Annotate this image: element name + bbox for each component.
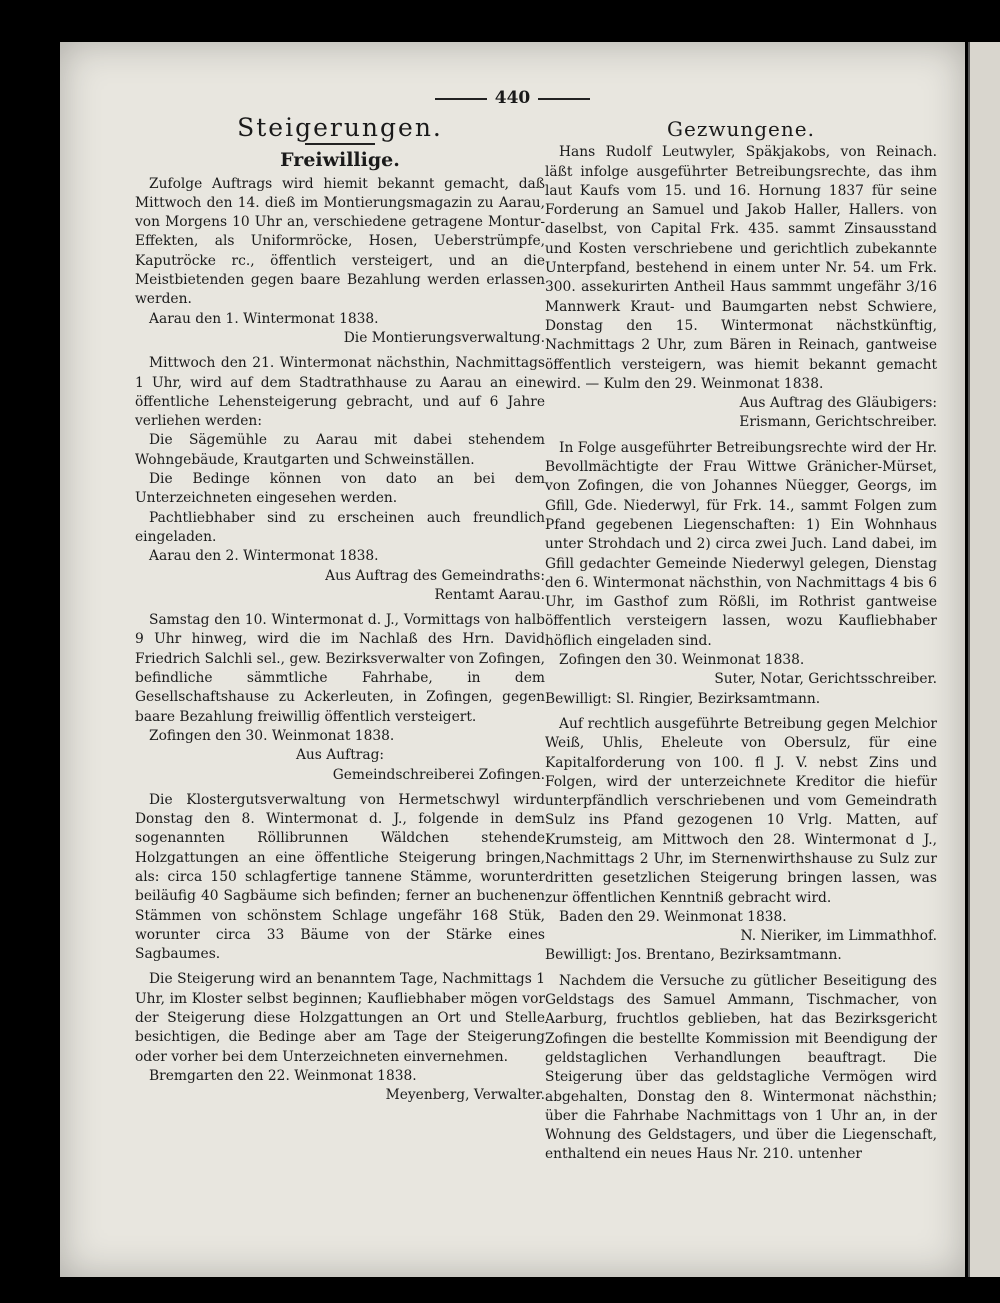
section-heading: Steigerungen. (237, 113, 443, 142)
notice-paragraph: Die Bedinge können von dato an bei dem Unterzeichneten eingesehen werden. (135, 471, 545, 507)
section-heading: Gezwungene. (667, 117, 815, 141)
notice-paragraph: In Folge ausgeführter Betreibungsrechte wird der Hr. Bevollmächtigte der Frau Wittwe Gränicher-Mürset, von Zofingen, die von Johannes Nüegger, Georgs, im Gfill, Gde. Niederwyl, für Frk. 14., sammt Folgen zum Pfand gegebenen Liegenschaften: 1) Ein Wohnhaus unter Strohdach und 2) circa zwei Juch. Land dabei, im Gfill gedachter Gemeinde Niederwyl gelegen, Dienstag den 6. Wintermonat nächsthin, von Nachmittags 4 bis 6 Uhr, im Gasthof zum Rößli, im Rothrist gantweise öffentlich versteigern lassen, wozu Kaufliebhaber höflich eingeladen sind. (545, 439, 937, 649)
notice-paragraph: Die Klostergutsverwaltung von Hermetschwyl wird Donstag den 8. Wintermonat d. J., folgende in dem sogenannten Röllibrunnen Wäldchen stehende Holzgattungen an eine öffentliche Steigerung bringen, als: circa 150 schlagfertige tannene Stämme, worunter beiläufig 40 Sagbäume sich befinden; ferner an buchenen Stämmen von schönstem Schlage ungefähr 168 Stük, worunter circa 33 Bäume von der Stärke eines Sagbaumes. (135, 791, 545, 963)
page-number (60, 88, 965, 108)
adjacent-page-edge (968, 42, 1000, 1277)
notice-date: Bremgarten den 22. Weinmonat 1838. (149, 1067, 417, 1084)
notice-paragraph: Nachdem die Versuche zu gütlicher Beseitigung des Geldstags des Samuel Ammann, Tischmacher, von Aarburg, fruchtlos geblieben, hat das Bezirksgericht Zofingen die bestellte Kommission mit Beendigung der geldstaglichen Verhandlungen beauftragt. Die Steigerung über das geldstagliche Vermögen wird abgehalten, Donstag den 8. Wintermonat nächsthin; über die Fahrhabe Nachmittags von 1 Uhr an, in der Wohnung des Geldstagers, und über die Liegenschaft, enthaltend ein neues Haus Nr. 210. untenher (545, 972, 937, 1163)
left-column (135, 114, 545, 1106)
page-number-text: 440 (494, 88, 531, 108)
notice-signature: Aus Auftrag des Gläubigers: (739, 395, 937, 412)
notice-signature: Erismann, Gerichtschreiber. (739, 414, 937, 431)
notice-paragraph: Die Steigerung wird an benanntem Tage, Nachmittags 1 Uhr, im Kloster selbst beginnen; Kaufliebhaber mögen vor der Steigerung diese Holzgattungen an Ort und Stelle besichtigen, die Bedinge aber am Tage der Steigerung oder vorher bei dem Unterzeichneten einvernehmen. (135, 971, 545, 1065)
notice-signature: Gemeindschreiberei Zofingen. (332, 766, 545, 783)
notice-paragraph: Die Sägemühle zu Aarau mit dabei stehendem Wohngebäude, Krautgarten und Schweinställen. (135, 432, 545, 468)
rule-left (435, 98, 487, 100)
notice-date: Aarau den 2. Wintermonat 1838. (149, 548, 379, 565)
notice-paragraph: Pachtliebhaber sind zu erscheinen auch freundlich eingeladen. (135, 509, 545, 545)
notice-signature: Rentamt Aarau. (434, 586, 545, 603)
notice-paragraph: Mittwoch den 21. Wintermonat nächsthin, Nachmittags 1 Uhr, wird auf dem Stadtrathhause zu Aarau an eine öffentliche Lehensteigerung gebracht, und auf 6 Jahre verliehen werden: (135, 355, 545, 430)
notice-signature: Suter, Notar, Gerichtsschreiber. (714, 671, 937, 688)
subheading: Freiwillige. (280, 149, 400, 172)
notice-signature: Aus Auftrag des Gemeindraths: (325, 567, 545, 584)
notice-paragraph: Auf rechtlich ausgeführte Betreibung gegen Melchior Weiß, Uhlis, Eheleute von Obersulz, für eine Kapitalforderung von 100. fl J. V. nebst Zins und Folgen, wird der unterzeichnete Kreditor die hiefür unterpfändlich verschriebenen und vom Gemeindrath Sulz ins Pfand gezogenen 10 Vrlg. Matten, auf Krumsteig, am Mittwoch den 28. Wintermonat d J., Nachmittags 2 Uhr, im Sternenwirthshause zu Sulz zur dritten gesetzlichen Steigerung bringen lassen, was zur öffentlichen Kenntniß gebracht wird. (545, 715, 937, 906)
notice-paragraph: Zufolge Auftrags wird hiemit bekannt gemacht, daß Mittwoch den 14. dieß im Montierungsmagazin zu Aarau, von Morgens 10 Uhr an, verschiedene getragene Montur-Effekten, als Uniformröcke, Hosen, Ueberstrümpfe, Kaputröcke rc., öffentlich versteigert, und an die Meistbietenden gegen baare Bezahlung werden erlassen werden. (135, 175, 545, 308)
heading-rule (305, 143, 375, 145)
notice-signature: N. Nieriker, im Limmathhof. (740, 928, 937, 945)
right-column (545, 114, 937, 1165)
notice-paragraph: Samstag den 10. Wintermonat d. J., Vormittags von halb 9 Uhr hinweg, wird die im Nachlaß des Hrn. David Friedrich Salchli sel., gew. Bezirksverwalter von Zofingen, befindliche sämmtliche Fahrhabe, in dem Gesellschaftshause zu Ackerleuten, in Zofingen, gegen baare Bezahlung freiwillig öffentlich versteigert. (135, 612, 545, 725)
notice-date: Zofingen den 30. Weinmonat 1838. (559, 652, 805, 669)
rule-right (538, 98, 590, 100)
notice-date: Aarau den 1. Wintermonat 1838. (149, 310, 379, 327)
newspaper-page (60, 42, 965, 1277)
notice-date: Baden den 29. Weinmonat 1838. (559, 908, 787, 925)
notice-approval: Bewilligt: Sl. Ringier, Bezirksamtmann. (545, 690, 821, 707)
notice-signature: Aus Auftrag: (295, 747, 385, 764)
notice-date: Zofingen den 30. Weinmonat 1838. (149, 727, 395, 744)
notice-approval: Bewilligt: Jos. Brentano, Bezirksamtmann. (545, 947, 842, 964)
notice-paragraph: Hans Rudolf Leutwyler, Späkjakobs, von Reinach. läßt infolge ausgeführter Betreibungsrechte, das ihm laut Kaufs vom 15. und 16. Hornung 1837 für seine Forderung an Samuel und Jakob Haller, Hallers. von daselbst, von Capital Frk. 435. sammt Zinsausstand und Kosten verschriebene und gerichtlich zubekannte Unterpfand, bestehend in einem unter Nr. 54. um Frk. 300. assekurirten Antheil Haus sammmt ungefähr 3/16 Mannwerk Kraut- und Baumgarten nebst Schwiere, Donstag den 15. Wintermonat nächstkünftig, Nachmittags 2 Uhr, zum Bären in Reinach, gantweise öffentlich versteigern, was hiemit bekannt gemacht wird. — Kulm den 29. Weinmonat 1838. (545, 144, 937, 392)
notice-signature: Die Montierungsverwaltung. (343, 329, 545, 346)
notice-signature: Meyenberg, Verwalter. (385, 1087, 545, 1104)
